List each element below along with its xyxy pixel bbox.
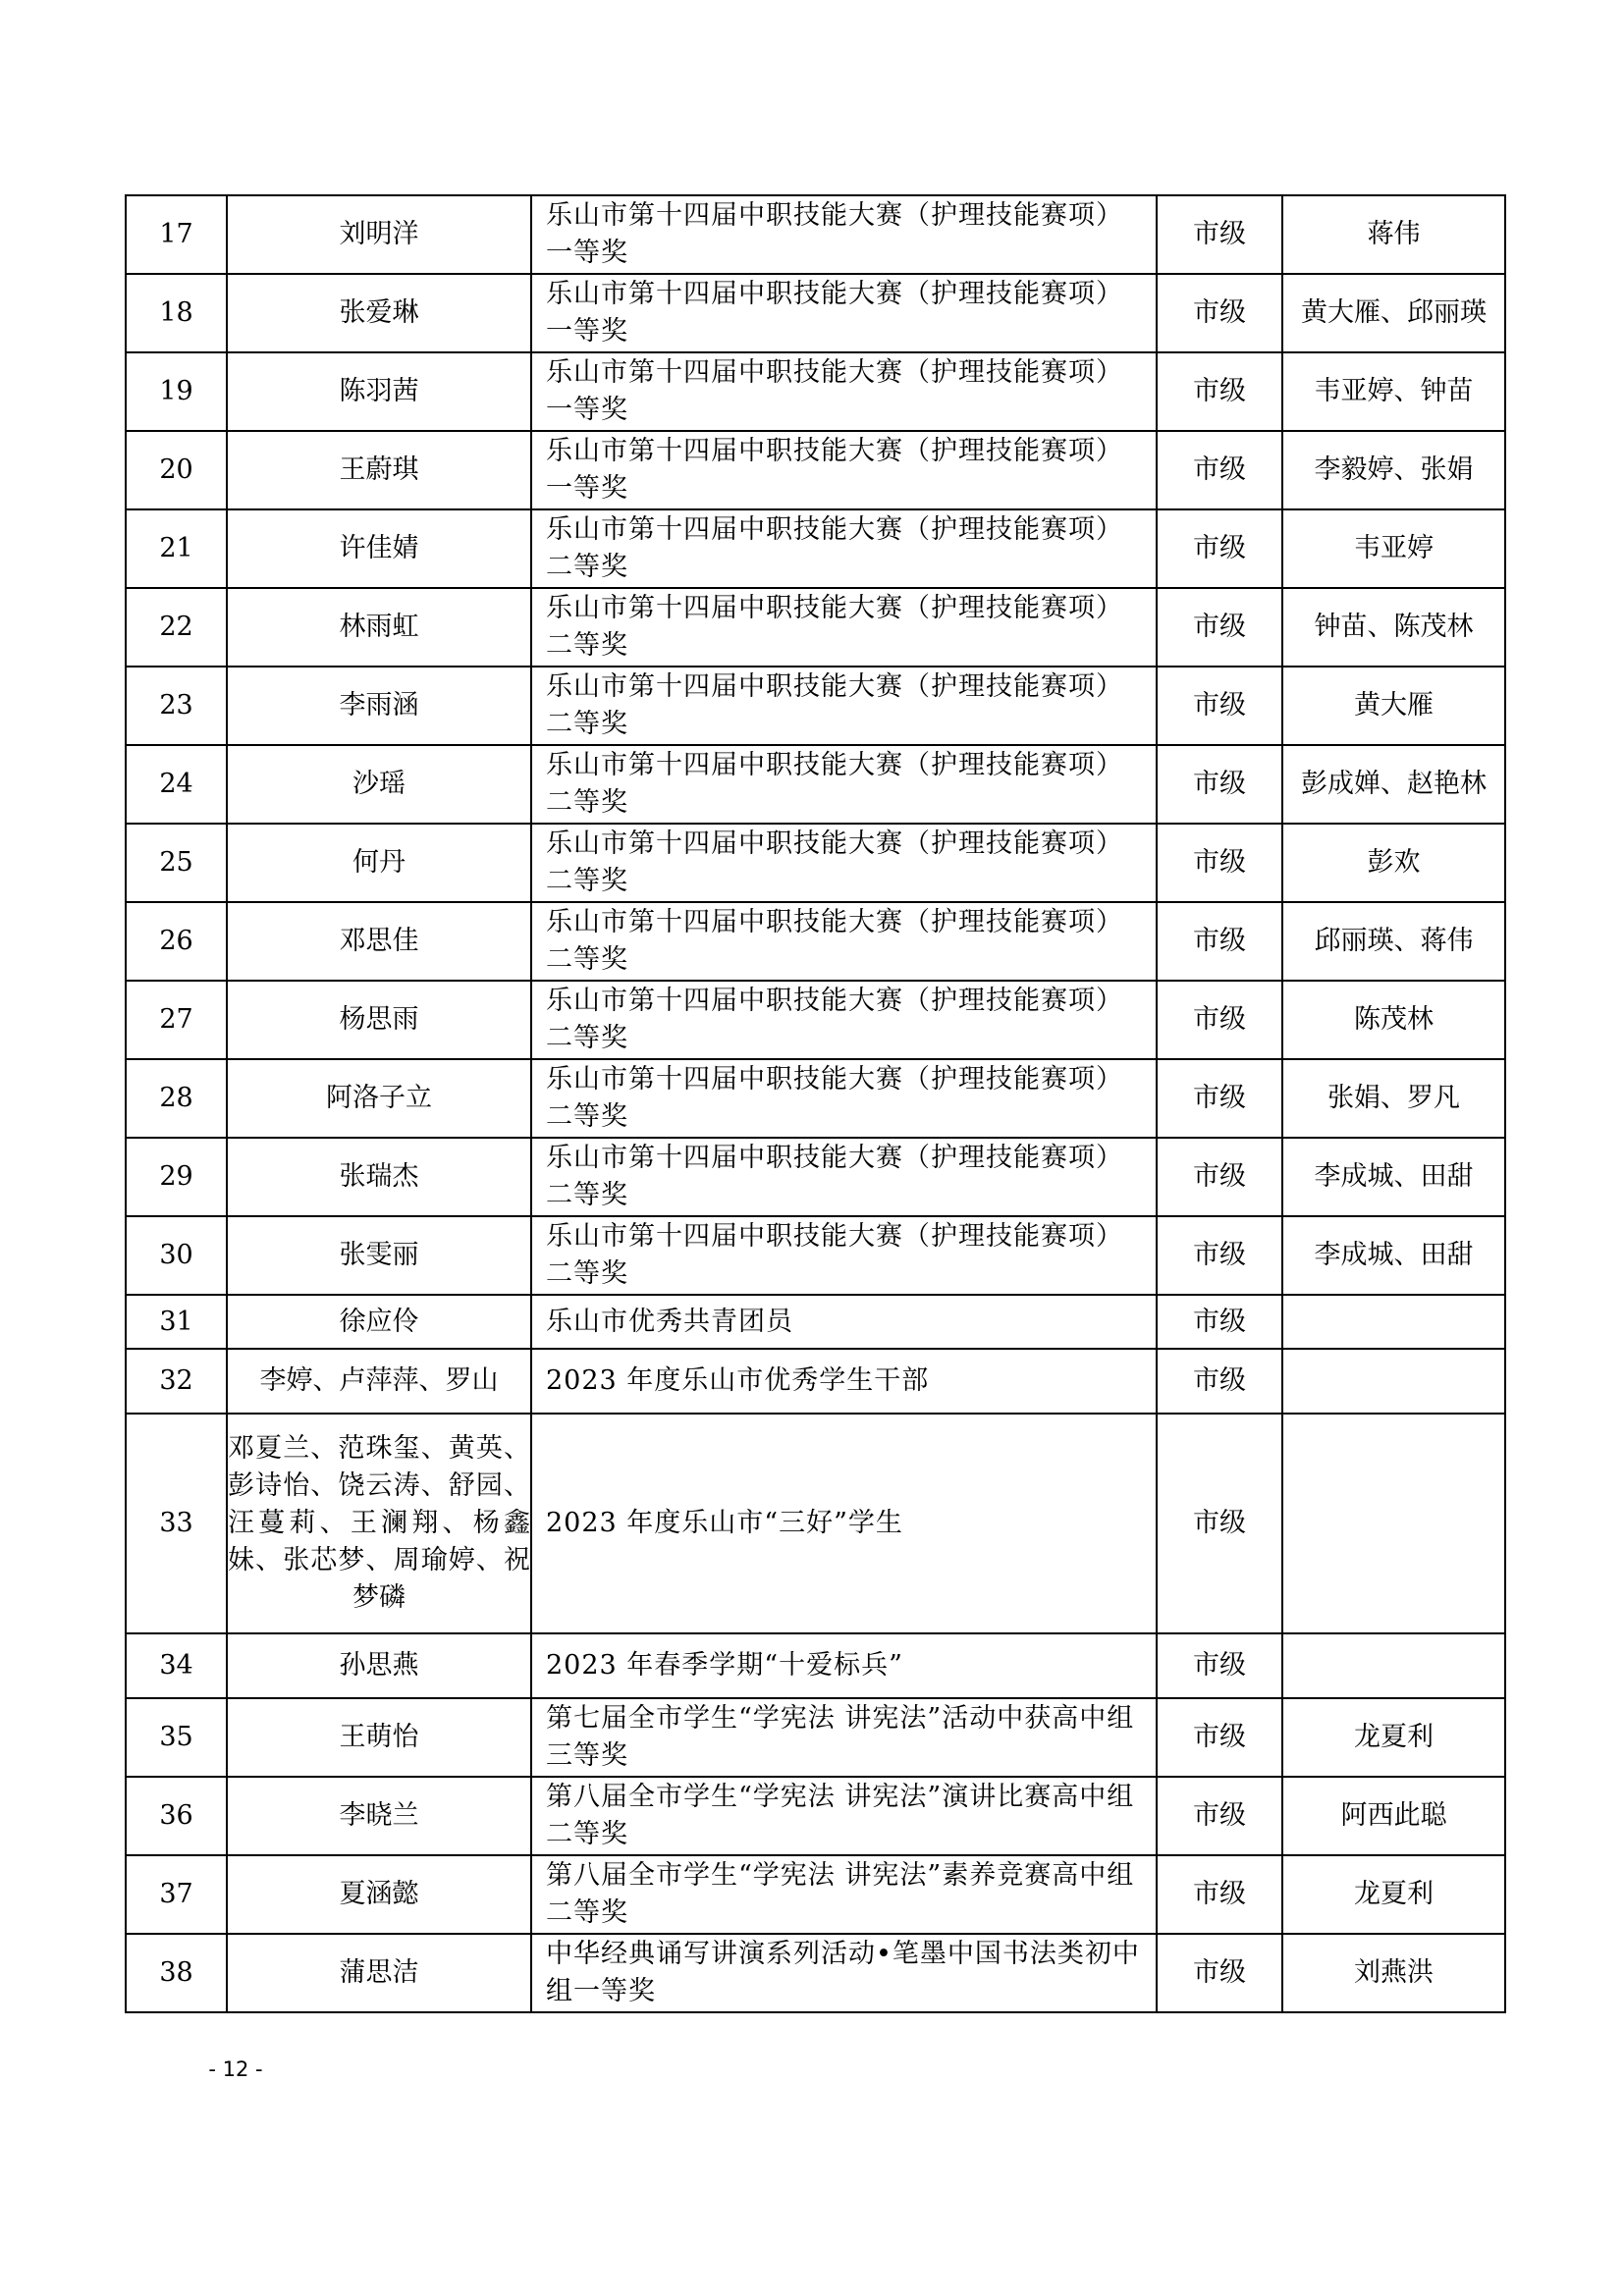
instructor: 李毅婷、张娟 [1282, 431, 1505, 509]
award-title: 乐山市第十四届中职技能大赛（护理技能赛项）二等奖 [531, 1059, 1157, 1138]
award-title: 乐山市第十四届中职技能大赛（护理技能赛项）二等奖 [531, 824, 1157, 902]
student-name: 陈羽茜 [227, 352, 531, 431]
instructor: 彭欢 [1282, 824, 1505, 902]
table-row [126, 1059, 1505, 1138]
instructor: 邱丽瑛、蒋伟 [1282, 902, 1505, 981]
instructor: 龙夏利 [1282, 1698, 1505, 1777]
instructor: 彭成婵、赵艳林 [1282, 745, 1505, 824]
table-row [126, 274, 1505, 352]
row-number: 31 [126, 1295, 227, 1349]
student-name: 杨思雨 [227, 981, 531, 1059]
award-title: 乐山市第十四届中职技能大赛（护理技能赛项）一等奖 [531, 274, 1157, 352]
row-number: 37 [126, 1855, 227, 1934]
award-title: 2023 年度乐山市“三好”学生 [531, 1414, 1157, 1633]
award-level: 市级 [1157, 274, 1282, 352]
award-title: 乐山市第十四届中职技能大赛（护理技能赛项）一等奖 [531, 195, 1157, 274]
row-number: 35 [126, 1698, 227, 1777]
table-row [126, 824, 1505, 902]
table-row [126, 1855, 1505, 1934]
instructor [1282, 1414, 1505, 1633]
award-level: 市级 [1157, 588, 1282, 667]
student-name: 李晓兰 [227, 1777, 531, 1855]
award-title: 乐山市第十四届中职技能大赛（护理技能赛项）二等奖 [531, 667, 1157, 745]
instructor: 龙夏利 [1282, 1855, 1505, 1934]
award-title: 第八届全市学生“学宪法 讲宪法”素养竞赛高中组二等奖 [531, 1855, 1157, 1934]
award-level: 市级 [1157, 1295, 1282, 1349]
table-row [126, 1138, 1505, 1216]
award-title: 第七届全市学生“学宪法 讲宪法”活动中获高中组三等奖 [531, 1698, 1157, 1777]
student-name: 王萌怡 [227, 1698, 531, 1777]
row-number: 29 [126, 1138, 227, 1216]
table-row [126, 745, 1505, 824]
award-level: 市级 [1157, 352, 1282, 431]
award-title: 2023 年度乐山市优秀学生干部 [531, 1349, 1157, 1414]
award-title: 乐山市第十四届中职技能大赛（护理技能赛项）二等奖 [531, 588, 1157, 667]
table-row [126, 902, 1505, 981]
award-level: 市级 [1157, 509, 1282, 588]
award-level: 市级 [1157, 1855, 1282, 1934]
row-number: 36 [126, 1777, 227, 1855]
award-level: 市级 [1157, 1138, 1282, 1216]
award-level: 市级 [1157, 1216, 1282, 1295]
row-number: 27 [126, 981, 227, 1059]
award-level: 市级 [1157, 981, 1282, 1059]
award-title: 乐山市第十四届中职技能大赛（护理技能赛项）二等奖 [531, 509, 1157, 588]
instructor: 蒋伟 [1282, 195, 1505, 274]
student-name: 阿洛子立 [227, 1059, 531, 1138]
table-row [126, 1414, 1505, 1633]
award-level: 市级 [1157, 1633, 1282, 1698]
row-number: 18 [126, 274, 227, 352]
row-number: 20 [126, 431, 227, 509]
award-title: 第八届全市学生“学宪法 讲宪法”演讲比赛高中组二等奖 [531, 1777, 1157, 1855]
student-name: 徐应伶 [227, 1295, 531, 1349]
award-table [125, 194, 1506, 2013]
award-title: 乐山市第十四届中职技能大赛（护理技能赛项）二等奖 [531, 981, 1157, 1059]
award-title: 2023 年春季学期“十爱标兵” [531, 1633, 1157, 1698]
row-number: 21 [126, 509, 227, 588]
award-level: 市级 [1157, 431, 1282, 509]
row-number: 23 [126, 667, 227, 745]
table-row [126, 1934, 1505, 2012]
award-title: 乐山市第十四届中职技能大赛（护理技能赛项）二等奖 [531, 1216, 1157, 1295]
table-row [126, 1698, 1505, 1777]
award-level: 市级 [1157, 1059, 1282, 1138]
award-level: 市级 [1157, 1934, 1282, 2012]
student-name: 许佳婧 [227, 509, 531, 588]
row-number: 22 [126, 588, 227, 667]
table-row [126, 431, 1505, 509]
instructor: 黄大雁、邱丽瑛 [1282, 274, 1505, 352]
table-row [126, 1777, 1505, 1855]
student-name: 邓夏兰、范珠玺、黄英、彭诗怡、饶云涛、舒园、汪蔓莉、王澜翔、杨鑫妹、张芯梦、周瑜婷、祝梦磷 [227, 1414, 531, 1633]
table-row [126, 352, 1505, 431]
award-title: 乐山市第十四届中职技能大赛（护理技能赛项）二等奖 [531, 902, 1157, 981]
instructor: 刘燕洪 [1282, 1934, 1505, 2012]
instructor: 阿西此聪 [1282, 1777, 1505, 1855]
instructor: 陈茂林 [1282, 981, 1505, 1059]
student-name: 李雨涵 [227, 667, 531, 745]
table-row [126, 1295, 1505, 1349]
award-level: 市级 [1157, 667, 1282, 745]
page-number: - 12 - [208, 2057, 263, 2081]
row-number: 24 [126, 745, 227, 824]
table-row [126, 509, 1505, 588]
award-title: 乐山市第十四届中职技能大赛（护理技能赛项）二等奖 [531, 1138, 1157, 1216]
table-row [126, 588, 1505, 667]
award-title: 乐山市第十四届中职技能大赛（护理技能赛项）二等奖 [531, 745, 1157, 824]
award-level: 市级 [1157, 902, 1282, 981]
instructor: 钟苗、陈茂林 [1282, 588, 1505, 667]
row-number: 17 [126, 195, 227, 274]
table-row [126, 667, 1505, 745]
instructor [1282, 1349, 1505, 1414]
student-name: 何丹 [227, 824, 531, 902]
instructor [1282, 1295, 1505, 1349]
table-row [126, 981, 1505, 1059]
instructor: 韦亚婷 [1282, 509, 1505, 588]
award-level: 市级 [1157, 1777, 1282, 1855]
student-name: 林雨虹 [227, 588, 531, 667]
row-number: 19 [126, 352, 227, 431]
award-level: 市级 [1157, 1698, 1282, 1777]
row-number: 26 [126, 902, 227, 981]
instructor: 张娟、罗凡 [1282, 1059, 1505, 1138]
instructor: 黄大雁 [1282, 667, 1505, 745]
award-title: 乐山市第十四届中职技能大赛（护理技能赛项）一等奖 [531, 352, 1157, 431]
award-level: 市级 [1157, 1349, 1282, 1414]
award-title: 乐山市优秀共青团员 [531, 1295, 1157, 1349]
student-name: 张爱琳 [227, 274, 531, 352]
student-name: 张瑞杰 [227, 1138, 531, 1216]
table-row [126, 1633, 1505, 1698]
instructor: 李成城、田甜 [1282, 1216, 1505, 1295]
instructor [1282, 1633, 1505, 1698]
table-row [126, 195, 1505, 274]
student-name: 沙瑶 [227, 745, 531, 824]
row-number: 32 [126, 1349, 227, 1414]
student-name: 张雯丽 [227, 1216, 531, 1295]
row-number: 38 [126, 1934, 227, 2012]
award-title: 中华经典诵写讲演系列活动•笔墨中国书法类初中组一等奖 [531, 1934, 1157, 2012]
student-name: 王蔚琪 [227, 431, 531, 509]
award-level: 市级 [1157, 745, 1282, 824]
student-name: 李婷、卢萍萍、罗山 [227, 1349, 531, 1414]
student-name: 夏涵懿 [227, 1855, 531, 1934]
instructor: 韦亚婷、钟苗 [1282, 352, 1505, 431]
row-number: 34 [126, 1633, 227, 1698]
award-level: 市级 [1157, 824, 1282, 902]
instructor: 李成城、田甜 [1282, 1138, 1505, 1216]
row-number: 33 [126, 1414, 227, 1633]
student-name: 蒲思洁 [227, 1934, 531, 2012]
row-number: 28 [126, 1059, 227, 1138]
student-name: 刘明洋 [227, 195, 531, 274]
row-number: 25 [126, 824, 227, 902]
student-name: 邓思佳 [227, 902, 531, 981]
table-row [126, 1349, 1505, 1414]
award-level: 市级 [1157, 195, 1282, 274]
award-level: 市级 [1157, 1414, 1282, 1633]
table-row [126, 1216, 1505, 1295]
row-number: 30 [126, 1216, 227, 1295]
student-name: 孙思燕 [227, 1633, 531, 1698]
award-title: 乐山市第十四届中职技能大赛（护理技能赛项）一等奖 [531, 431, 1157, 509]
